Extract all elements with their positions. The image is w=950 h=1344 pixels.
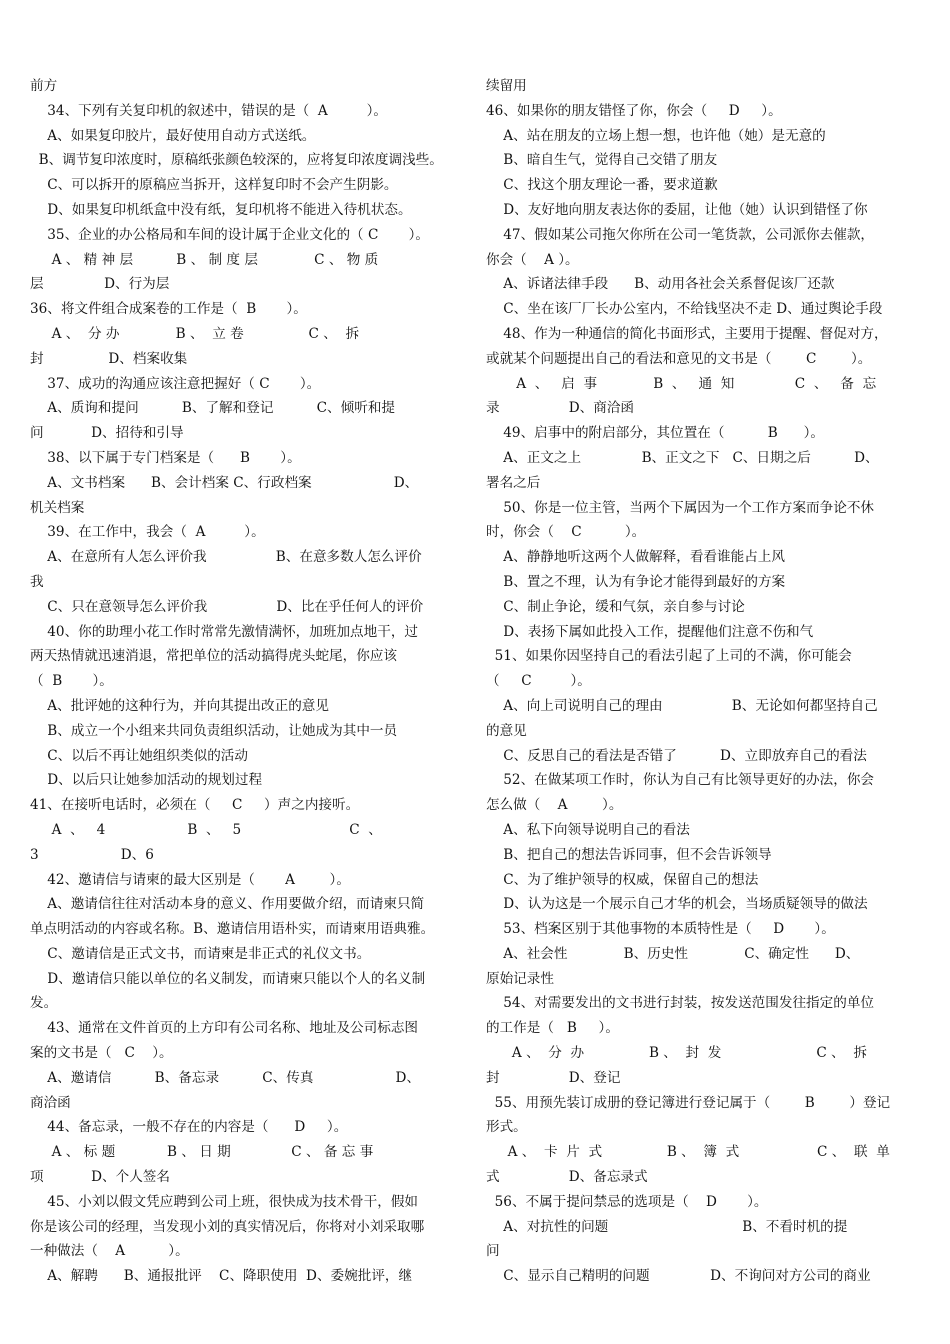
left-line: C、只在意领导怎么评价我 D、比在乎任何人的评价 [30,598,424,615]
right-line: C、制止争论，缓和气氛，亲自参与讨论 [486,598,745,615]
right-line: C、坐在该厂厂长办公室内，不给钱坚决不走 D、通过舆论手段 [486,301,883,318]
left-line: 你是该公司的经理，当发现小刘的真实情况后，你将对小刘采取哪 [30,1218,425,1235]
right-line: 51、如果你因坚持自己的看法引起了上司的不满，你可能会 [486,648,852,665]
right-line: 或就某个问题提出自己的看法和意见的文书是（ C ）。 [486,350,872,367]
left-line: D、如果复印机纸盒中没有纸，复印机将不能进入待机状态。 [30,201,412,218]
right-line: B、暗自生气，觉得自己交错了朋友 [486,152,718,169]
right-line: 录 D、商洽函 [486,400,635,417]
left-line: 38、以下属于专门档案是（ B ）。 [30,449,301,466]
left-line: 层 D、行为层 [30,276,170,293]
right-line: 署名之后 [486,474,541,491]
right-line: 你会（ A ）。 [486,251,579,268]
left-line: 39、在工作中，我会（ A ）。 [30,524,265,541]
left-line: 42、邀请信与请柬的最大区别是（ A ）。 [30,871,350,888]
right-line: 的意见 [486,722,527,739]
right-line: 55、用预先装订成册的登记簿进行登记属于（ B ）登记 [486,1094,891,1111]
right-line: 46、如果你的朋友错怪了你，你会（ D ）。 [486,102,782,119]
left-line: 案的文书是（ C ）。 [30,1045,173,1062]
right-line: D、表扬下属如此投入工作，提醒他们注意不伤和气 [486,623,814,640]
left-line: 36、将文件组合成案卷的工作是（ B ）。 [30,301,307,318]
right-line: C、显示自己精明的问题 D、不询问对方公司的商业 [486,1268,871,1285]
right-line: B、置之不理，认为有争论才能得到最好的方案 [486,573,786,590]
left-line: A、在意所有人怎么评价我 B、在意多数人怎么评价 [30,549,422,566]
right-line: 54、对需要发出的文书进行封装，按发送范围发往指定的单位 [486,995,875,1012]
left-line: 单点明活动的内容或名称。B、邀请信用语朴实，而请柬用语典雅。 [30,921,435,938]
right-line: 50、你是一位主管，当两个下属因为一个工作方案而争论不休 [486,499,875,516]
left-line: 发。 [30,995,58,1012]
left-line: 两天热情就迅速消退，常把单位的活动搞得虎头蛇尾，你应该 [30,648,398,665]
left-line: C、邀请信是正式文书，而请柬是非正式的礼仪文书。 [30,945,371,962]
left-text-column [30,74,450,1289]
left-line: 44、备忘录，一般不存在的内容是（ D ）。 [30,1119,348,1136]
right-line: 形式。 [486,1119,527,1136]
right-line: （ C ）。 [486,673,591,690]
left-line: 项 D、个人签名 [30,1169,170,1186]
right-line: 怎么做（ A ）。 [486,797,623,814]
right-line: 原始记录性 [486,970,554,987]
right-line: A、私下向领导说明自己的看法 [486,821,690,838]
left-line: A、解聘 B、通报批评 C、降职使用 D、委婉批评，继 [30,1268,413,1285]
right-line: A 、 卡 片 式 B 、 簿 式 C 、 联 单 [486,1144,890,1161]
left-line: 41、在接听电话时，必须在（ C ）声之内接听。 [30,797,360,814]
left-line: 问 D、招待和引导 [30,425,184,442]
right-line: B、把自己的想法告诉同事，但不会告诉领导 [486,846,772,863]
left-line: A、如果复印胶片，最好使用自动方式送纸。 [30,127,316,144]
left-line: 35、企业的办公格局和车间的设计属于企业文化的（ C ）。 [30,226,429,243]
left-line: A、邀请信往往对活动本身的意义、作用要做介绍，而请柬只简 [30,896,425,913]
left-line: D、邀请信只能以单位的名义制发，而请柬只能以个人的名义制 [30,970,426,987]
left-line: （ B ）。 [30,673,113,690]
left-line: C、以后不再让她组织类似的活动 [30,747,248,764]
left-line: A、文书档案 B、会计档案 C、行政档案 D、 [30,474,419,491]
right-line: 53、档案区别于其他事物的本质特性是（ D ）。 [486,921,835,938]
right-line: 续留用 [486,78,527,94]
right-line: 52、在做某项工作时，你认为自己有比领导更好的办法，你会 [486,772,875,789]
left-line: 43、通常在文件首页的上方印有公司名称、地址及公司标志图 [30,1020,419,1037]
left-line: 前方 [30,78,58,94]
right-line: A、向上司说明自己的理由 B、无论如何都坚持自己 [486,697,878,714]
left-line: A 、 精 神 层 B 、 制 度 层 C 、 物 质 [30,251,379,268]
right-line: 56、不属于提问禁忌的选项是（ D ）。 [486,1193,768,1210]
left-line: 45、小刘以假文凭应聘到公司上班，很快成为技术骨干，假如 [30,1193,419,1210]
right-line: 47、假如某公司拖欠你所在公司一笔货款，公司派你去催款， [486,226,875,243]
right-line: D、认为这是一个展示自己才华的机会，当场质疑领导的做法 [486,896,868,913]
right-line: A、社会性 B、历史性 C、确定性 D、 [486,945,860,962]
left-line: 封 D、档案收集 [30,350,188,367]
right-line: A、对抗性的问题 B、不看时机的提 [486,1218,848,1235]
left-line: A 、 4 B 、 5 C 、 [30,821,382,838]
left-line: 机关档案 [30,499,85,516]
left-line: A 、 标 题 B 、 日 期 C 、 备 忘 事 [30,1144,374,1161]
left-line: D、以后只让她参加活动的规划过程 [30,772,263,789]
left-line: A 、 分 办 B 、 立 卷 C 、 拆 [30,325,360,342]
left-line: A、批评她的这种行为，并向其提出改正的意见 [30,697,329,714]
right-line: 式 D、备忘录式 [486,1169,648,1186]
right-line: 的工作是（ B ）。 [486,1020,619,1037]
left-line: C、可以拆开的原稿应当拆开，这样复印时不会产生阴影。 [30,177,398,194]
right-line: 时，你会（ C ）。 [486,524,646,541]
right-line: A 、 启 事 B 、 通 知 C 、 备 忘 [486,375,877,392]
right-line: A、站在朋友的立场上想一想，也许他（她）是无意的 [486,127,826,144]
right-line: C、反思自己的看法是否错了 D、立即放弃自己的看法 [486,747,867,764]
left-line: 34、下列有关复印机的叙述中，错误的是（ A ）。 [30,102,388,119]
right-line: A、正文之上 B、正文之下 C、日期之后 D、 [486,449,879,466]
left-line: 40、你的助理小花工作时常常先激情满怀，加班加点地干，过 [30,623,419,640]
left-line: 3 D、6 [30,846,154,863]
left-line: A、质询和提问 B、了解和登记 C、倾听和提 [30,400,396,417]
right-line: C、找这个朋友理论一番，要求道歉 [486,177,718,194]
left-line: B、成立一个小组来共同负责组织活动，让她成为其中一员 [30,722,398,739]
left-line: B、调节复印浓度时，原稿纸张颜色较深的，应将复印浓度调浅些。 [30,152,443,169]
right-text-column [486,74,906,1289]
right-line: A、诉诸法律手段 B、动用各社会关系督促该厂还款 [486,276,835,293]
left-line: 37、成功的沟通应该注意把握好（ C ）。 [30,375,321,392]
right-line: A 、 分 办 B 、 封 发 C 、 拆 [486,1045,867,1062]
left-line: A、邀请信 B、备忘录 C、传真 D、 [30,1069,421,1086]
right-line: 封 D、登记 [486,1069,621,1086]
right-line: 48、作为一种通信的简化书面形式，主要用于提醒、督促对方， [486,325,888,342]
right-line: D、友好地向朋友表达你的委屈，让他（她）认识到错怪了你 [486,201,868,218]
right-line: A、静静地听这两个人做解释，看看谁能占上风 [486,549,785,566]
left-line: 我 [30,573,44,590]
left-line: 一种做法（ A ）。 [30,1243,189,1260]
left-line: 商洽函 [30,1094,71,1111]
right-line: 49、启事中的附启部分，其位置在（ B ）。 [486,425,825,442]
right-line: C、为了维护领导的权威，保留自己的想法 [486,871,759,888]
right-line: 问 [486,1243,500,1260]
